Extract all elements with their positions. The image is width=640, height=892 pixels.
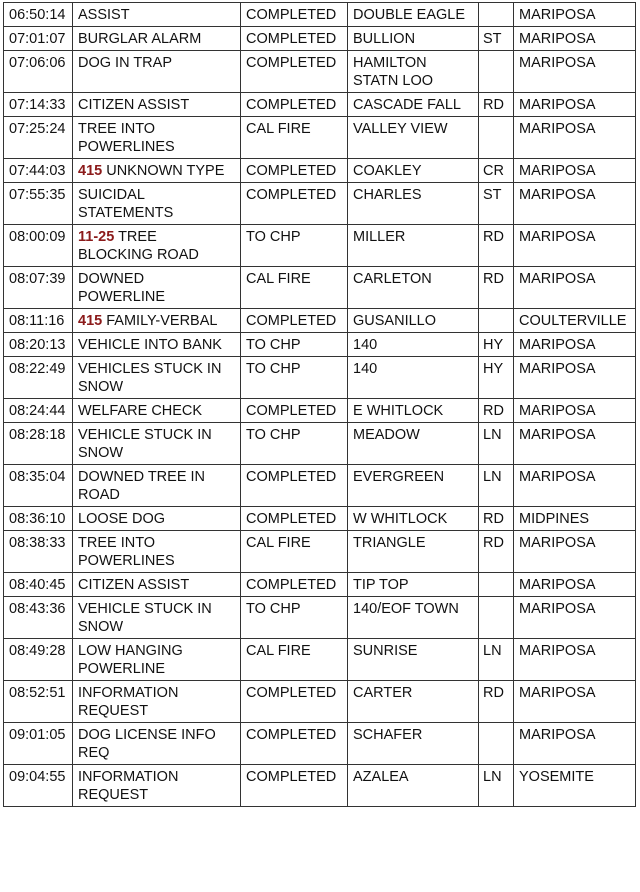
table-row xyxy=(4,309,636,333)
call-status-cell xyxy=(241,465,348,507)
call-status-cell xyxy=(241,507,348,531)
call-time-cell xyxy=(4,573,73,597)
street-text: TIP TOP xyxy=(353,577,409,593)
call-status-text: COMPLETED xyxy=(246,163,337,179)
table-row xyxy=(4,333,636,357)
call-time-cell xyxy=(4,117,73,159)
city-text: MARIPOSA xyxy=(519,361,596,377)
street-suffix-cell xyxy=(479,357,514,399)
street-suffix-text: RD xyxy=(483,403,504,419)
city-cell xyxy=(514,399,636,423)
call-status-cell xyxy=(241,117,348,159)
street-cell xyxy=(348,597,479,639)
city-cell xyxy=(514,51,636,93)
call-type-text: LOW HANGING POWERLINE xyxy=(78,643,183,677)
call-log-table xyxy=(3,2,636,807)
call-type-text: WELFARE CHECK xyxy=(78,403,203,419)
city-text: MARIPOSA xyxy=(519,187,596,203)
city-cell xyxy=(514,117,636,159)
call-type-cell xyxy=(73,681,241,723)
street-suffix-text: LN xyxy=(483,469,502,485)
call-type-cell xyxy=(73,333,241,357)
street-text: MILLER xyxy=(353,229,406,245)
street-cell xyxy=(348,309,479,333)
incident-code: 415 xyxy=(78,163,103,179)
street-suffix-cell xyxy=(479,267,514,309)
street-suffix-cell xyxy=(479,639,514,681)
call-type-text: VEHICLE INTO BANK xyxy=(78,337,222,353)
call-type-text: CITIZEN ASSIST xyxy=(78,97,190,113)
city-text: MARIPOSA xyxy=(519,727,596,743)
call-time-text: 07:06:06 xyxy=(9,55,66,71)
call-type-text: TREE INTO POWERLINES xyxy=(78,535,175,569)
street-cell xyxy=(348,3,479,27)
street-suffix-cell xyxy=(479,597,514,639)
call-status-text: COMPLETED xyxy=(246,685,337,701)
call-type-cell xyxy=(73,639,241,681)
street-text: EVERGREEN xyxy=(353,469,445,485)
city-cell xyxy=(514,507,636,531)
call-type-cell xyxy=(73,465,241,507)
call-time-cell xyxy=(4,399,73,423)
table-row xyxy=(4,639,636,681)
call-time-cell xyxy=(4,765,73,807)
city-cell xyxy=(514,765,636,807)
street-suffix-cell xyxy=(479,723,514,765)
street-suffix-text: LN xyxy=(483,643,502,659)
city-cell xyxy=(514,723,636,765)
call-type-cell xyxy=(73,3,241,27)
street-text: GUSANILLO xyxy=(353,313,436,329)
street-text: 140/EOF TOWN xyxy=(353,601,459,617)
city-text: COULTERVILLE xyxy=(519,313,627,329)
street-text: CASCADE FALL xyxy=(353,97,461,113)
call-status-cell xyxy=(241,267,348,309)
call-time-cell xyxy=(4,507,73,531)
call-status-text: COMPLETED xyxy=(246,769,337,785)
call-status-cell xyxy=(241,159,348,183)
call-time-cell xyxy=(4,465,73,507)
street-suffix-text: RD xyxy=(483,271,504,287)
street-suffix-cell xyxy=(479,27,514,51)
table-row xyxy=(4,183,636,225)
call-type-cell xyxy=(73,159,241,183)
city-text: MARIPOSA xyxy=(519,31,596,47)
call-status-text: COMPLETED xyxy=(246,511,337,527)
call-type-cell xyxy=(73,267,241,309)
call-time-cell xyxy=(4,267,73,309)
call-type-text: BURGLAR ALARM xyxy=(78,31,202,47)
call-time-text: 08:24:44 xyxy=(9,403,66,419)
street-suffix-text: RD xyxy=(483,535,504,551)
city-cell xyxy=(514,3,636,27)
street-suffix-text: RD xyxy=(483,97,504,113)
call-type-cell xyxy=(73,357,241,399)
street-cell xyxy=(348,531,479,573)
call-time-text: 08:11:16 xyxy=(9,313,65,329)
incident-code: 11-25 xyxy=(78,229,115,245)
call-type-cell xyxy=(73,723,241,765)
street-text: SUNRISE xyxy=(353,643,418,659)
call-time-cell xyxy=(4,159,73,183)
street-cell xyxy=(348,465,479,507)
street-text: COAKLEY xyxy=(353,163,422,179)
call-status-cell xyxy=(241,333,348,357)
call-time-text: 08:36:10 xyxy=(9,511,66,527)
call-status-text: TO CHP xyxy=(246,229,301,245)
call-time-cell xyxy=(4,309,73,333)
call-type-text: VEHICLE STUCK IN SNOW xyxy=(78,601,212,635)
call-type-cell xyxy=(73,765,241,807)
table-row xyxy=(4,723,636,765)
street-suffix-cell xyxy=(479,423,514,465)
street-cell xyxy=(348,225,479,267)
call-type-cell xyxy=(73,117,241,159)
street-cell xyxy=(348,723,479,765)
call-status-text: COMPLETED xyxy=(246,313,337,329)
table-row xyxy=(4,117,636,159)
call-status-cell xyxy=(241,399,348,423)
street-suffix-text: RD xyxy=(483,511,504,527)
street-suffix-cell xyxy=(479,309,514,333)
table-row xyxy=(4,765,636,807)
call-status-cell xyxy=(241,765,348,807)
street-suffix-text: CR xyxy=(483,163,504,179)
street-suffix-cell xyxy=(479,93,514,117)
call-type-text: INFORMATION REQUEST xyxy=(78,685,179,719)
call-time-cell xyxy=(4,51,73,93)
street-text: E WHITLOCK xyxy=(353,403,444,419)
call-time-cell xyxy=(4,681,73,723)
call-time-cell xyxy=(4,333,73,357)
call-type-text: DOWNED TREE IN ROAD xyxy=(78,469,206,503)
city-cell xyxy=(514,531,636,573)
street-suffix-cell xyxy=(479,531,514,573)
call-time-text: 08:35:04 xyxy=(9,469,66,485)
table-row xyxy=(4,507,636,531)
call-type-text: ASSIST xyxy=(78,7,130,23)
street-text: VALLEY VIEW xyxy=(353,121,448,137)
street-text: 140 xyxy=(353,361,378,377)
city-text: MARIPOSA xyxy=(519,601,596,617)
call-time-text: 09:01:05 xyxy=(9,727,66,743)
street-suffix-text: ST xyxy=(483,31,502,47)
city-text: MARIPOSA xyxy=(519,427,596,443)
table-row xyxy=(4,27,636,51)
call-time-text: 08:07:39 xyxy=(9,271,66,287)
street-suffix-cell xyxy=(479,3,514,27)
city-text: MARIPOSA xyxy=(519,121,596,137)
call-time-cell xyxy=(4,225,73,267)
call-time-text: 06:50:14 xyxy=(9,7,66,23)
call-type-text: TREE INTO POWERLINES xyxy=(78,121,175,155)
call-status-cell xyxy=(241,723,348,765)
call-time-text: 08:00:09 xyxy=(9,229,66,245)
call-status-text: COMPLETED xyxy=(246,727,337,743)
street-cell xyxy=(348,357,479,399)
street-cell xyxy=(348,423,479,465)
call-time-cell xyxy=(4,93,73,117)
city-text: MARIPOSA xyxy=(519,577,596,593)
call-time-cell xyxy=(4,423,73,465)
city-text: MARIPOSA xyxy=(519,55,596,71)
table-row xyxy=(4,573,636,597)
street-text: BULLION xyxy=(353,31,416,47)
call-type-text: FAMILY-VERBAL xyxy=(106,313,218,329)
call-status-text: COMPLETED xyxy=(246,577,337,593)
city-text: MIDPINES xyxy=(519,511,590,527)
table-row xyxy=(4,357,636,399)
city-text: MARIPOSA xyxy=(519,163,596,179)
city-text: MARIPOSA xyxy=(519,271,596,287)
call-time-text: 09:04:55 xyxy=(9,769,66,785)
table-row xyxy=(4,681,636,723)
call-status-cell xyxy=(241,639,348,681)
city-text: MARIPOSA xyxy=(519,685,596,701)
table-row xyxy=(4,597,636,639)
street-suffix-cell xyxy=(479,765,514,807)
call-time-text: 07:55:35 xyxy=(9,187,66,203)
call-type-cell xyxy=(73,309,241,333)
city-cell xyxy=(514,93,636,117)
call-type-cell xyxy=(73,531,241,573)
city-text: MARIPOSA xyxy=(519,7,596,23)
street-suffix-text: HY xyxy=(483,337,504,353)
street-cell xyxy=(348,765,479,807)
street-text: CHARLES xyxy=(353,187,422,203)
call-time-text: 07:01:07 xyxy=(9,31,66,47)
call-status-cell xyxy=(241,597,348,639)
call-time-text: 08:22:49 xyxy=(9,361,66,377)
call-status-cell xyxy=(241,51,348,93)
call-type-text: DOG IN TRAP xyxy=(78,55,172,71)
call-time-cell xyxy=(4,531,73,573)
street-suffix-cell xyxy=(479,159,514,183)
street-suffix-text: RD xyxy=(483,685,504,701)
call-time-text: 08:28:18 xyxy=(9,427,66,443)
table-row xyxy=(4,225,636,267)
street-cell xyxy=(348,117,479,159)
street-text: W WHITLOCK xyxy=(353,511,448,527)
call-status-cell xyxy=(241,357,348,399)
call-type-text: DOG LICENSE INFO REQ xyxy=(78,727,216,761)
city-cell xyxy=(514,357,636,399)
street-cell xyxy=(348,399,479,423)
table-row xyxy=(4,159,636,183)
call-time-cell xyxy=(4,3,73,27)
table-row xyxy=(4,267,636,309)
city-cell xyxy=(514,267,636,309)
street-text: DOUBLE EAGLE xyxy=(353,7,466,23)
incident-code: 415 xyxy=(78,313,103,329)
call-type-cell xyxy=(73,225,241,267)
call-type-text: UNKNOWN TYPE xyxy=(106,163,225,179)
city-text: MARIPOSA xyxy=(519,535,596,551)
city-cell xyxy=(514,423,636,465)
call-type-cell xyxy=(73,399,241,423)
street-text: MEADOW xyxy=(353,427,420,443)
call-status-cell xyxy=(241,309,348,333)
street-text: AZALEA xyxy=(353,769,409,785)
call-type-cell xyxy=(73,423,241,465)
street-cell xyxy=(348,51,479,93)
call-time-cell xyxy=(4,723,73,765)
table-row xyxy=(4,399,636,423)
street-suffix-text: HY xyxy=(483,361,504,377)
city-cell xyxy=(514,159,636,183)
street-cell xyxy=(348,27,479,51)
call-time-cell xyxy=(4,357,73,399)
city-text: MARIPOSA xyxy=(519,337,596,353)
call-status-cell xyxy=(241,573,348,597)
call-status-cell xyxy=(241,3,348,27)
call-type-text: VEHICLE STUCK IN SNOW xyxy=(78,427,212,461)
street-suffix-text: RD xyxy=(483,229,504,245)
city-text: MARIPOSA xyxy=(519,403,596,419)
call-status-cell xyxy=(241,183,348,225)
call-status-text: COMPLETED xyxy=(246,55,337,71)
call-time-cell xyxy=(4,597,73,639)
call-time-cell xyxy=(4,183,73,225)
street-suffix-cell xyxy=(479,225,514,267)
city-cell xyxy=(514,639,636,681)
table-row xyxy=(4,51,636,93)
call-time-text: 08:43:36 xyxy=(9,601,66,617)
city-cell xyxy=(514,681,636,723)
call-status-text: CAL FIRE xyxy=(246,121,311,137)
table-row xyxy=(4,3,636,27)
call-time-text: 07:44:03 xyxy=(9,163,66,179)
street-text: SCHAFER xyxy=(353,727,423,743)
call-status-cell xyxy=(241,531,348,573)
city-cell xyxy=(514,309,636,333)
call-time-cell xyxy=(4,27,73,51)
table-row xyxy=(4,423,636,465)
table-row xyxy=(4,531,636,573)
city-cell xyxy=(514,27,636,51)
street-cell xyxy=(348,681,479,723)
call-log-body xyxy=(4,3,636,807)
street-text: 140 xyxy=(353,337,378,353)
street-text: TRIANGLE xyxy=(353,535,426,551)
call-type-cell xyxy=(73,51,241,93)
call-status-text: CAL FIRE xyxy=(246,271,311,287)
call-time-text: 07:25:24 xyxy=(9,121,66,137)
street-suffix-cell xyxy=(479,183,514,225)
call-status-cell xyxy=(241,93,348,117)
city-cell xyxy=(514,597,636,639)
street-cell xyxy=(348,183,479,225)
street-suffix-cell xyxy=(479,117,514,159)
city-text: YOSEMITE xyxy=(519,769,594,785)
call-status-text: TO CHP xyxy=(246,337,301,353)
call-type-cell xyxy=(73,597,241,639)
street-suffix-cell xyxy=(479,573,514,597)
city-text: MARIPOSA xyxy=(519,97,596,113)
call-type-text: CITIZEN ASSIST xyxy=(78,577,190,593)
call-type-text: SUICIDAL STATEMENTS xyxy=(78,187,174,221)
call-type-text: TREE BLOCKING ROAD xyxy=(78,229,199,263)
street-suffix-cell xyxy=(479,681,514,723)
city-cell xyxy=(514,465,636,507)
call-time-text: 08:49:28 xyxy=(9,643,66,659)
street-suffix-cell xyxy=(479,465,514,507)
call-status-text: TO CHP xyxy=(246,427,301,443)
street-suffix-cell xyxy=(479,507,514,531)
street-cell xyxy=(348,573,479,597)
call-status-text: COMPLETED xyxy=(246,469,337,485)
street-cell xyxy=(348,159,479,183)
call-type-text: LOOSE DOG xyxy=(78,511,166,527)
call-status-text: TO CHP xyxy=(246,601,301,617)
table-row xyxy=(4,465,636,507)
call-status-cell xyxy=(241,225,348,267)
call-status-cell xyxy=(241,681,348,723)
call-status-text: COMPLETED xyxy=(246,97,337,113)
call-type-text: VEHICLES STUCK IN SNOW xyxy=(78,361,222,395)
street-suffix-cell xyxy=(479,333,514,357)
call-time-text: 07:14:33 xyxy=(9,97,66,113)
city-cell xyxy=(514,183,636,225)
street-cell xyxy=(348,93,479,117)
call-time-text: 08:52:51 xyxy=(9,685,66,701)
city-text: MARIPOSA xyxy=(519,229,596,245)
call-status-cell xyxy=(241,423,348,465)
city-cell xyxy=(514,225,636,267)
table-row xyxy=(4,93,636,117)
street-text: CARTER xyxy=(353,685,413,701)
call-status-cell xyxy=(241,27,348,51)
call-status-text: TO CHP xyxy=(246,361,301,377)
city-cell xyxy=(514,573,636,597)
call-type-cell xyxy=(73,183,241,225)
call-type-text: DOWNED POWERLINE xyxy=(78,271,166,305)
call-status-text: COMPLETED xyxy=(246,31,337,47)
street-text: HAMILTON STATN LOO xyxy=(353,55,434,89)
call-status-text: CAL FIRE xyxy=(246,535,311,551)
street-suffix-cell xyxy=(479,399,514,423)
city-text: MARIPOSA xyxy=(519,469,596,485)
call-type-cell xyxy=(73,507,241,531)
call-time-text: 08:20:13 xyxy=(9,337,66,353)
street-suffix-text: ST xyxy=(483,187,502,203)
call-time-text: 08:38:33 xyxy=(9,535,66,551)
call-type-cell xyxy=(73,27,241,51)
call-type-cell xyxy=(73,573,241,597)
street-suffix-text: LN xyxy=(483,769,502,785)
call-status-text: CAL FIRE xyxy=(246,643,311,659)
call-status-text: COMPLETED xyxy=(246,7,337,23)
call-time-cell xyxy=(4,639,73,681)
street-cell xyxy=(348,333,479,357)
call-type-text: INFORMATION REQUEST xyxy=(78,769,179,803)
call-status-text: COMPLETED xyxy=(246,187,337,203)
call-time-text: 08:40:45 xyxy=(9,577,66,593)
street-cell xyxy=(348,507,479,531)
street-suffix-cell xyxy=(479,51,514,93)
call-status-text: COMPLETED xyxy=(246,403,337,419)
street-suffix-text: LN xyxy=(483,427,502,443)
call-type-cell xyxy=(73,93,241,117)
city-cell xyxy=(514,333,636,357)
city-text: MARIPOSA xyxy=(519,643,596,659)
street-cell xyxy=(348,267,479,309)
street-text: CARLETON xyxy=(353,271,432,287)
street-cell xyxy=(348,639,479,681)
